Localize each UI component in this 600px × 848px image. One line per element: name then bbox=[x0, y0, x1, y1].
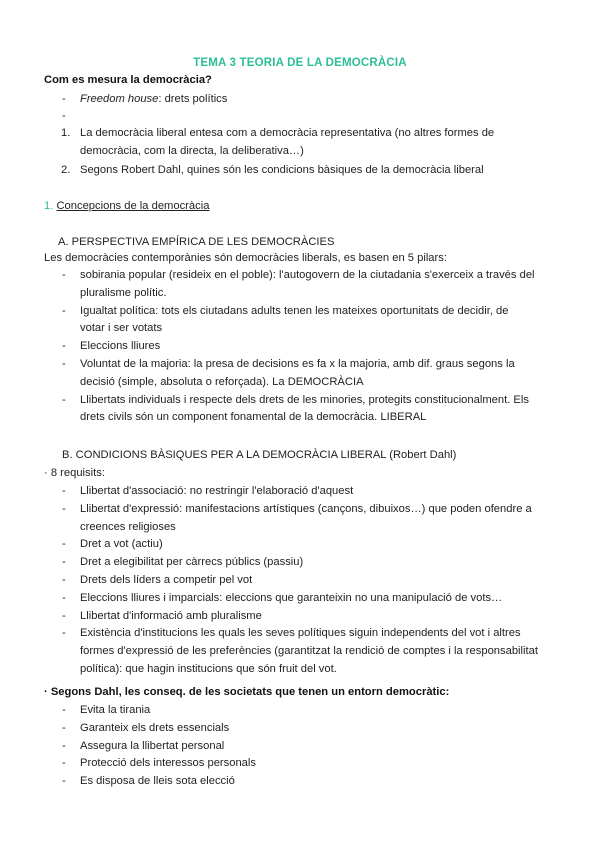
question-heading: Com es mesura la democràcia? bbox=[44, 74, 212, 86]
dash-bullet: - bbox=[62, 775, 66, 788]
subsection-b-intro: · 8 requisits: bbox=[44, 467, 105, 479]
list-item-line: formes d'expressió de les preferències (garantitzat la rendició de comptes i la responsabilitat bbox=[80, 645, 538, 658]
subsection-a-intro: Les democràcies contemporànies són democràcies liberals, es basen en 5 pilars: bbox=[44, 252, 447, 264]
numbered-item-1-line2: democràcia, com la directa, la deliberativa…) bbox=[80, 145, 304, 157]
list-item-line: Dret a vot (actiu) bbox=[80, 538, 163, 551]
dash-bullet: - bbox=[62, 485, 66, 497]
dash-bullet: - bbox=[62, 304, 66, 317]
dash-bullet: - bbox=[62, 93, 66, 105]
subsection-b-heading: B. CONDICIONS BÀSIQUES PER A LA DEMOCRÀCIA LIBERAL (Robert Dahl) bbox=[62, 449, 457, 461]
dash-bullet: - bbox=[62, 269, 66, 281]
list-item-line: sobirania popular (resideix en el poble): l'autogovern de la ciutadania s'exerceix a través del bbox=[80, 269, 535, 281]
dash-bullet: - bbox=[62, 609, 66, 622]
dash-bullet: - bbox=[62, 358, 66, 370]
dash-bullet: - bbox=[62, 739, 66, 752]
dash-bullet: - bbox=[62, 393, 66, 406]
list-item-line: Llibertat d'expressió: manifestacions artístiques (cançons, dibuixos…) que poden ofendre a bbox=[80, 502, 532, 515]
list-item-line: Voluntat de la majoria: la presa de decisions es fa x la majoria, amb dif. graus segons la bbox=[80, 358, 515, 370]
dash-bullet: - bbox=[62, 574, 66, 586]
list-item-line: Igualtat política: tots els ciutadans adults tenen les mateixes oportunitats de decidir, de bbox=[80, 304, 509, 317]
list-item-line: Es disposa de lleis sota elecció bbox=[80, 775, 235, 788]
section-heading: 1. Concepcions de la democràcia bbox=[44, 200, 210, 212]
dash-bullet-empty: - bbox=[62, 110, 66, 122]
list-item-line: Drets dels líders a competir pel vot bbox=[80, 574, 253, 586]
dash-bullet: - bbox=[62, 721, 66, 734]
list-item-line: drets civils són un component fonamental de la democràcia. LIBERAL bbox=[80, 411, 427, 424]
dash-bullet: - bbox=[62, 627, 66, 640]
dash-bullet: - bbox=[62, 757, 66, 770]
dash-bullet: - bbox=[62, 538, 66, 551]
consequences-heading: · Segons Dahl, les conseq. de les societats que tenen un entorn democràtic: bbox=[44, 686, 450, 698]
list-number: 1. bbox=[61, 127, 71, 139]
numbered-item-1-line1: La democràcia liberal entesa com a democràcia representativa (no altres formes de bbox=[80, 127, 495, 139]
list-item-line: Eleccions lliures bbox=[80, 340, 161, 353]
list-item-line: Evita la tirania bbox=[80, 704, 151, 716]
list-item-line: votar i ser votats bbox=[80, 322, 163, 335]
list-item-line: Llibertats individuals i respecte dels drets de les minories, protegits constitucionalment. Els bbox=[80, 393, 529, 406]
dash-bullet: - bbox=[62, 340, 66, 353]
dash-bullet: - bbox=[62, 591, 66, 604]
dash-bullet: - bbox=[62, 704, 66, 716]
list-item-line: Existència d'institucions les quals les seves polítiques siguin independents del vot i altres bbox=[80, 627, 521, 640]
list-item-line: Eleccions lliures i imparcials: eleccions que garanteixin no una manipulació de vots… bbox=[80, 591, 503, 604]
subsection-a-heading: A. PERSPECTIVA EMPÍRICA DE LES DEMOCRÀCIES bbox=[58, 236, 335, 248]
list-item-line: pluralisme polític. bbox=[80, 286, 167, 299]
list-item-line: creences religioses bbox=[80, 520, 176, 533]
dash-bullet: - bbox=[62, 556, 66, 569]
list-item-line: Garanteix els drets essencials bbox=[80, 721, 230, 734]
list-number: 2. bbox=[61, 164, 71, 176]
list-item-line: política): que hagin institucions que són fruit del vot. bbox=[80, 663, 337, 675]
dash-bullet: - bbox=[62, 502, 66, 515]
list-item-line: Dret a elegibilitat per càrrecs públics (passiu) bbox=[80, 556, 304, 569]
page-title: TEMA 3 TEORIA DE LA DEMOCRÀCIA bbox=[193, 57, 407, 69]
dash-item: Freedom house: drets polítics bbox=[80, 93, 228, 105]
list-item-line: decisió (simple, absoluta o reforçada). La DEMOCRÀCIA bbox=[80, 375, 364, 388]
list-item-line: Llibertat d'associació: no restringir l'elaboració d'aquest bbox=[80, 485, 354, 497]
list-item-line: Protecció dels interessos personals bbox=[80, 757, 256, 770]
list-item-line: Assegura la llibertat personal bbox=[80, 739, 225, 752]
list-item-line: Llibertat d'informació amb pluralisme bbox=[80, 609, 262, 622]
numbered-item-2: Segons Robert Dahl, quines són les condicions bàsiques de la democràcia liberal bbox=[80, 164, 484, 176]
